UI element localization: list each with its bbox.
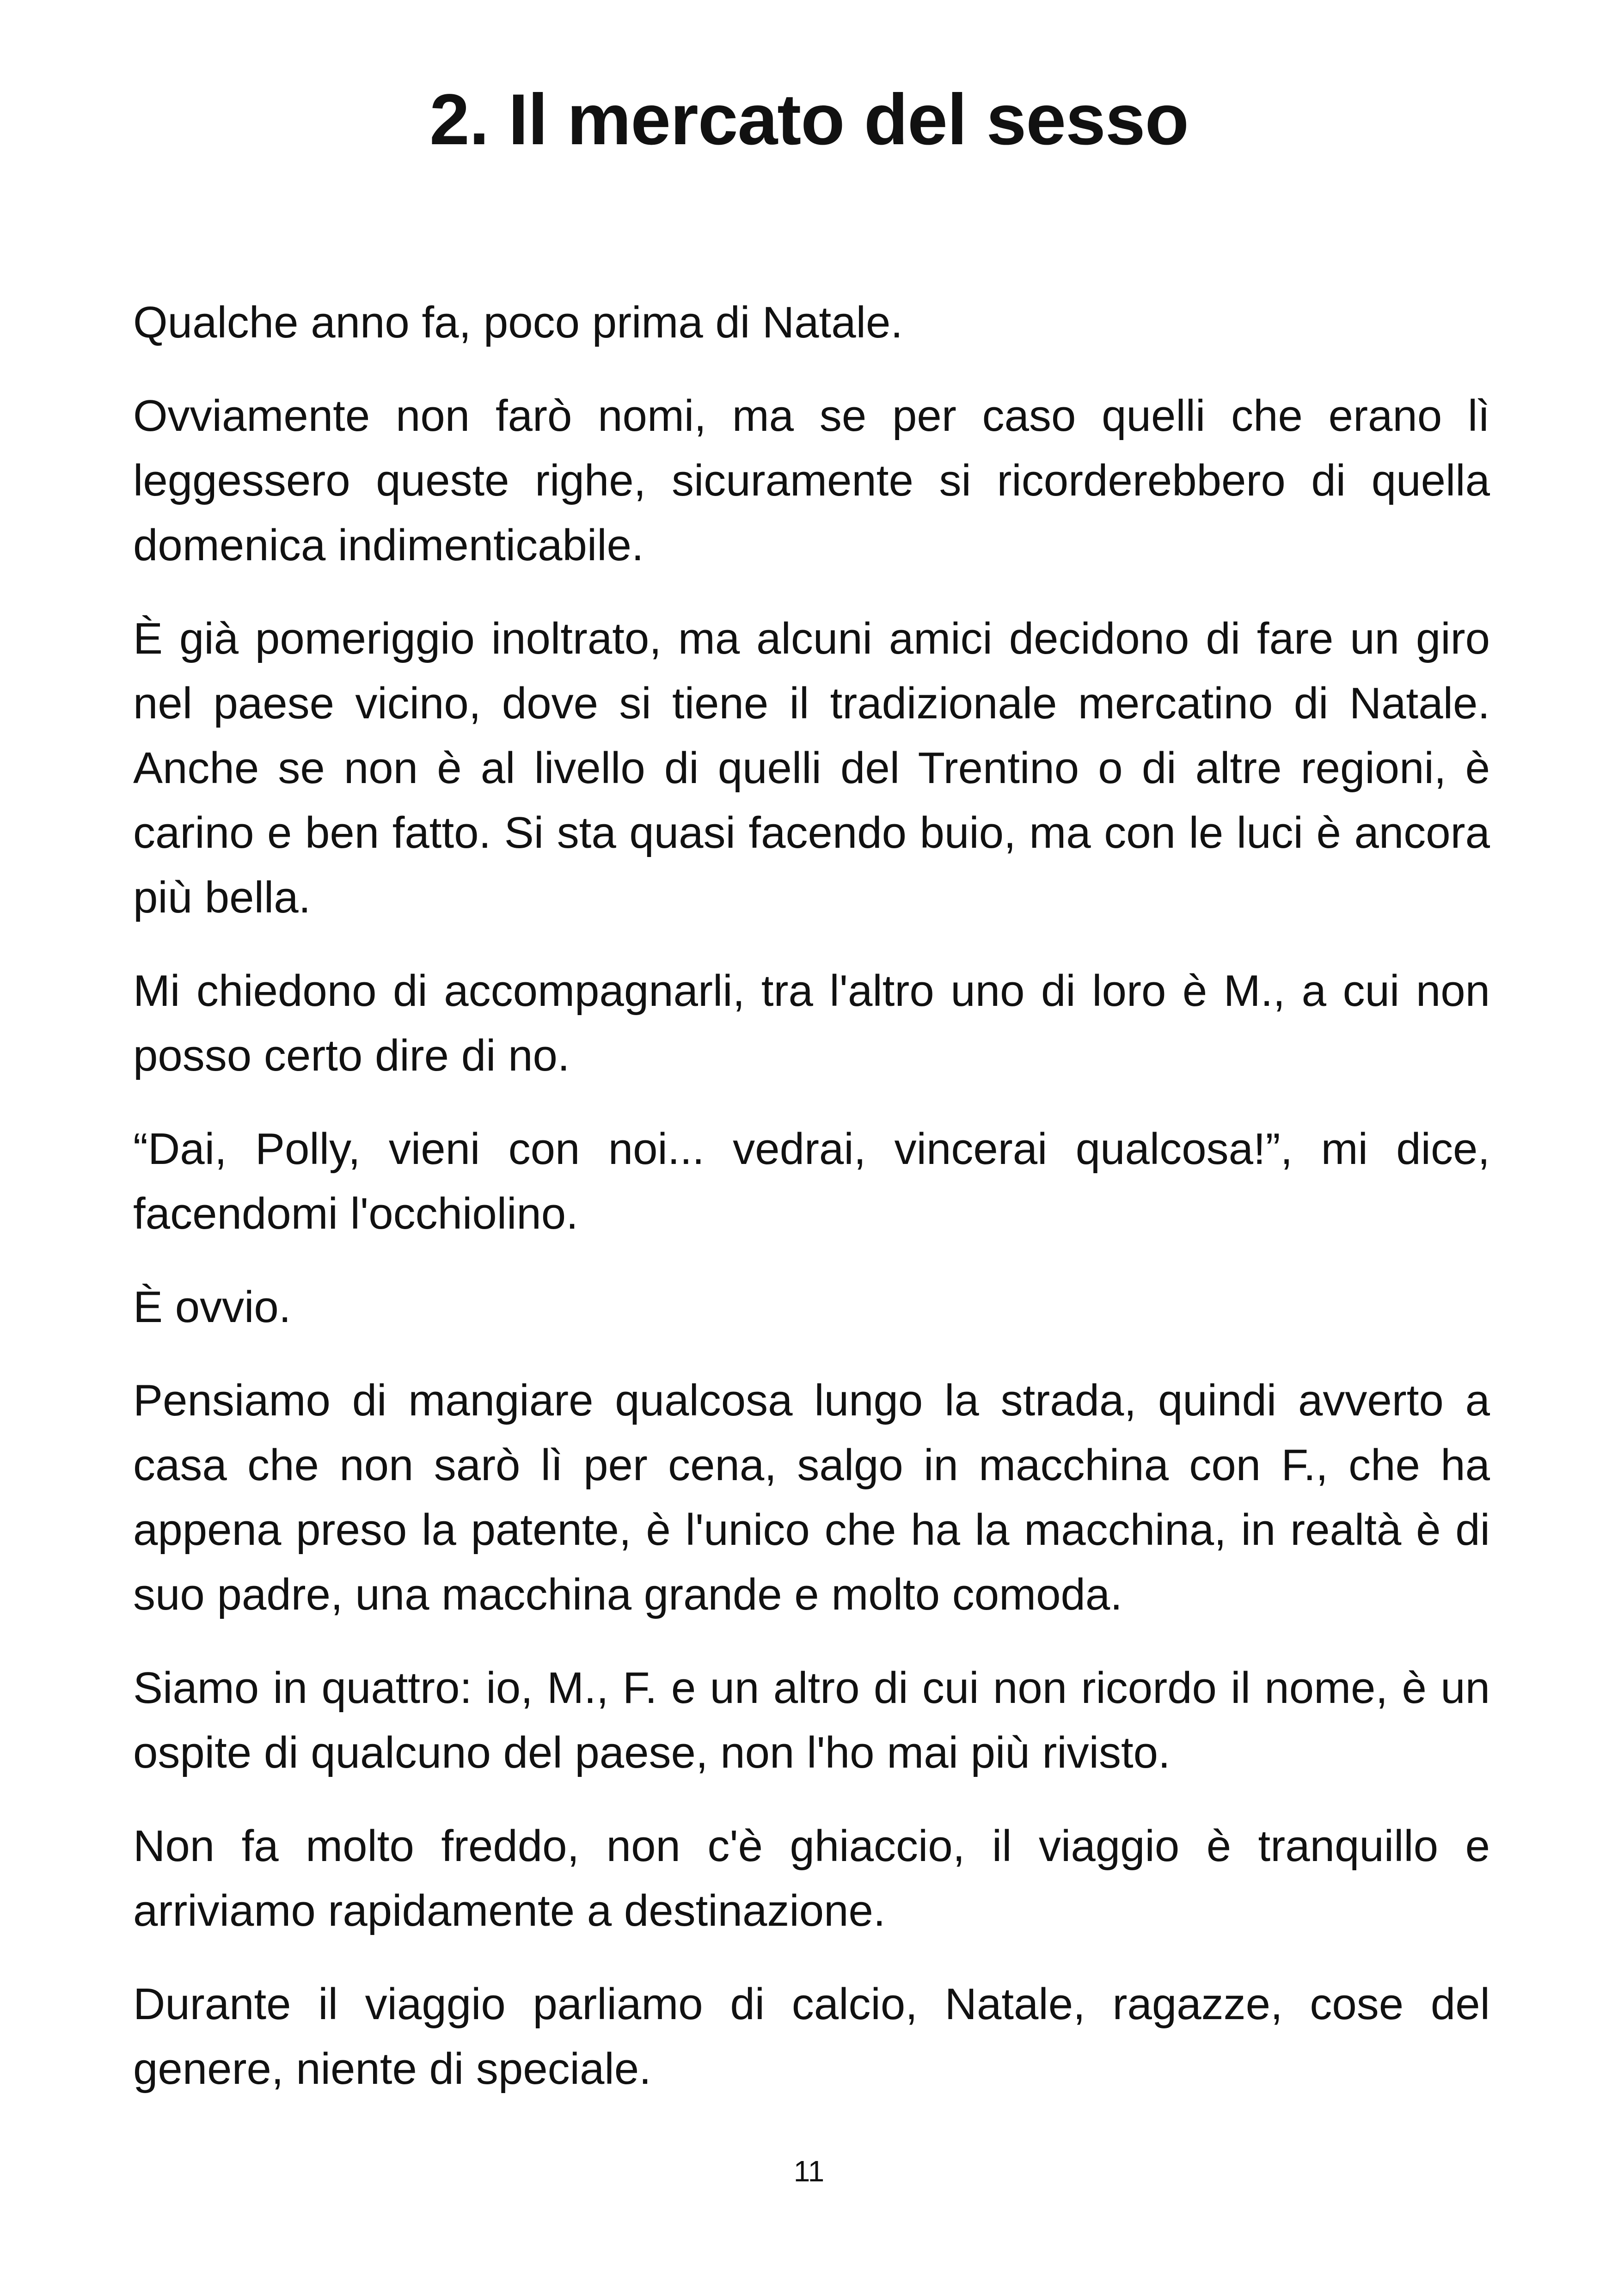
paragraph: Non fa molto freddo, non c'è ghiaccio, il viaggio è tranquillo e arriviamo rapidamente a destinazione. — [133, 1821, 1490, 1935]
paragraph: Qualche anno fa, poco prima di Natale. — [133, 298, 903, 347]
paragraph: Durante il viaggio parliamo di calcio, Natale, ragazze, cose del genere, niente di speciale. — [133, 1979, 1490, 2094]
paragraph: È ovvio. — [133, 1282, 291, 1332]
paragraph: “Dai, Polly, vieni con noi... vedrai, vincerai qualcosa!”, mi dice, facendomi l'occhiolino. — [133, 1124, 1490, 1238]
chapter-title: 2. Il mercato del sesso — [429, 80, 1189, 160]
chapter-body — [133, 290, 1490, 2130]
paragraph: Ovviamente non farò nomi, ma se per caso quelli che erano lì leggessero queste righe, sicuramente si ricorderebbero di quella domenica indimenticabile. — [133, 391, 1490, 570]
paragraph: Mi chiedono di accompagnarli, tra l'altro uno di loro è M., a cui non posso certo dire di no. — [133, 966, 1490, 1080]
paragraph: Siamo in quattro: io, M., F. e un altro di cui non ricordo il nome, è un ospite di qualcuno del paese, non l'ho mai più rivisto. — [133, 1663, 1490, 1777]
page-number: 11 — [793, 2155, 825, 2188]
paragraph: È già pomeriggio inoltrato, ma alcuni amici decidono di fare un giro nel paese vicino, dove si tiene il tradizionale mercatino di Natale. Anche se non è al livello di quelli del Trentino o di altre regioni, è carino e ben fatto. Si sta quasi facendo buio, ma con le luci è ancora più bella. — [133, 614, 1490, 922]
paragraph: Pensiamo di mangiare qualcosa lungo la strada, quindi avverto a casa che non sarò lì per cena, salgo in macchina con F., che ha appena preso la patente, è l'unico che ha la macchina, in realtà è di suo padre, una macchina grande e molto comoda. — [133, 1376, 1490, 1619]
